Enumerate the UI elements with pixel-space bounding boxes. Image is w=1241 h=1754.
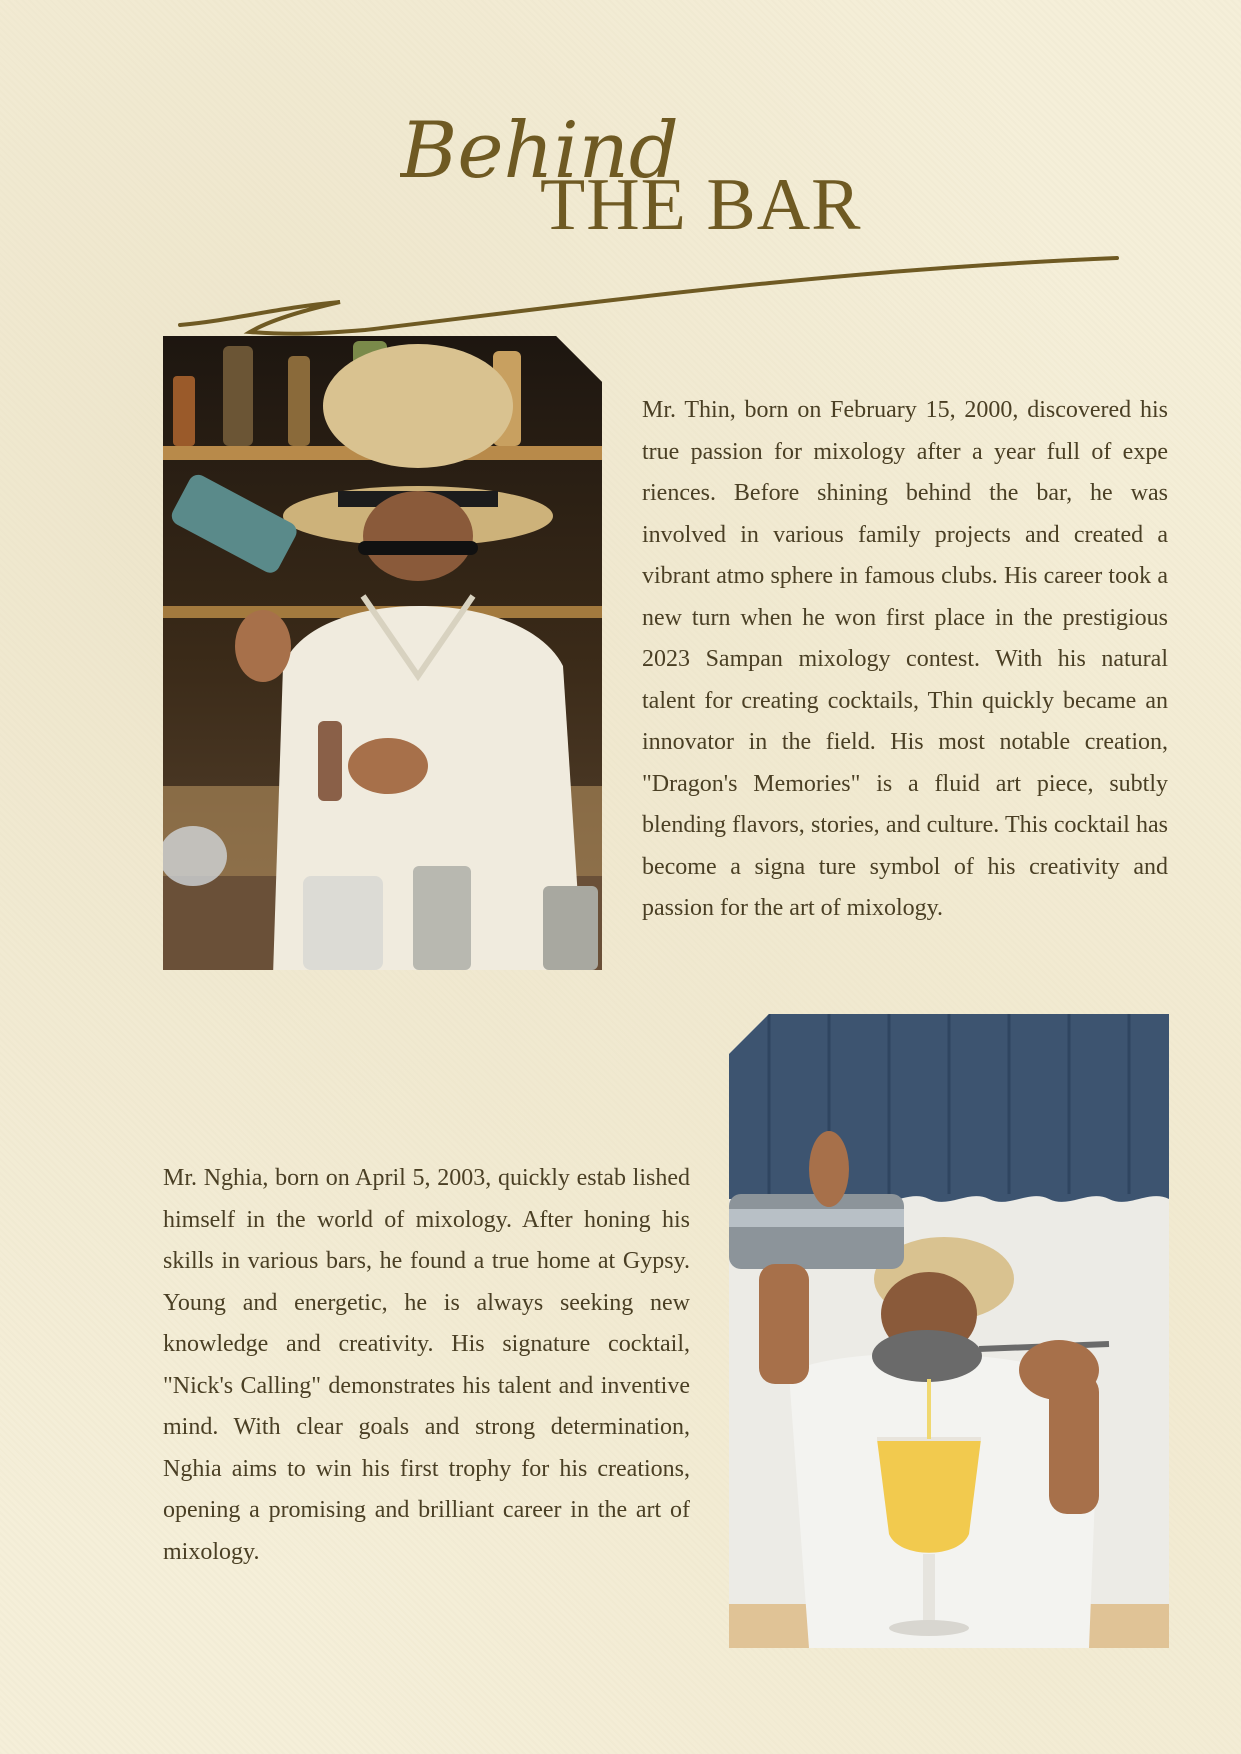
decorative-swoosh — [175, 250, 1125, 340]
bartender-nghia-photo — [729, 1014, 1169, 1648]
behind-script-text: Behind — [400, 106, 679, 196]
bio-thin: Mr. Thin, born on February 15, 2000, discovered his true passion for mixology after a year full of expe riences. Before shining behind the bar, he was involved in various family projects and created a vibrant atmo sphere in famous clubs. His career took a new turn when he won first place in the prestigious 2023 Sampan mixology contest. With his natural talent for creating cocktails, Thin quickly became an innovator in the field. His most notable creation, "Dragon's Memories" is a fluid art piece, subtly blending flavors, stories, and culture. This cocktail has become a signa ture symbol of his creativity and passion for the art of mixology. — [642, 397, 1168, 921]
bio-nghia: Mr. Nghia, born on April 5, 2003, quickly estab lished himself in the world of mixology. After honing his skills in various bars, he found a true home at Gypsy. Young and energetic, he is always seeking new knowledge and creativity. His signature cocktail, "Nick's Calling" demonstrates his talent and inventive mind. With clear goals and strong determination, Nghia aims to win his first trophy for his creations, opening a promising and brilliant career in the art of mixology. — [163, 1165, 690, 1565]
bartender-thin-photo — [163, 336, 602, 970]
page-title: THE BAR — [540, 164, 862, 246]
